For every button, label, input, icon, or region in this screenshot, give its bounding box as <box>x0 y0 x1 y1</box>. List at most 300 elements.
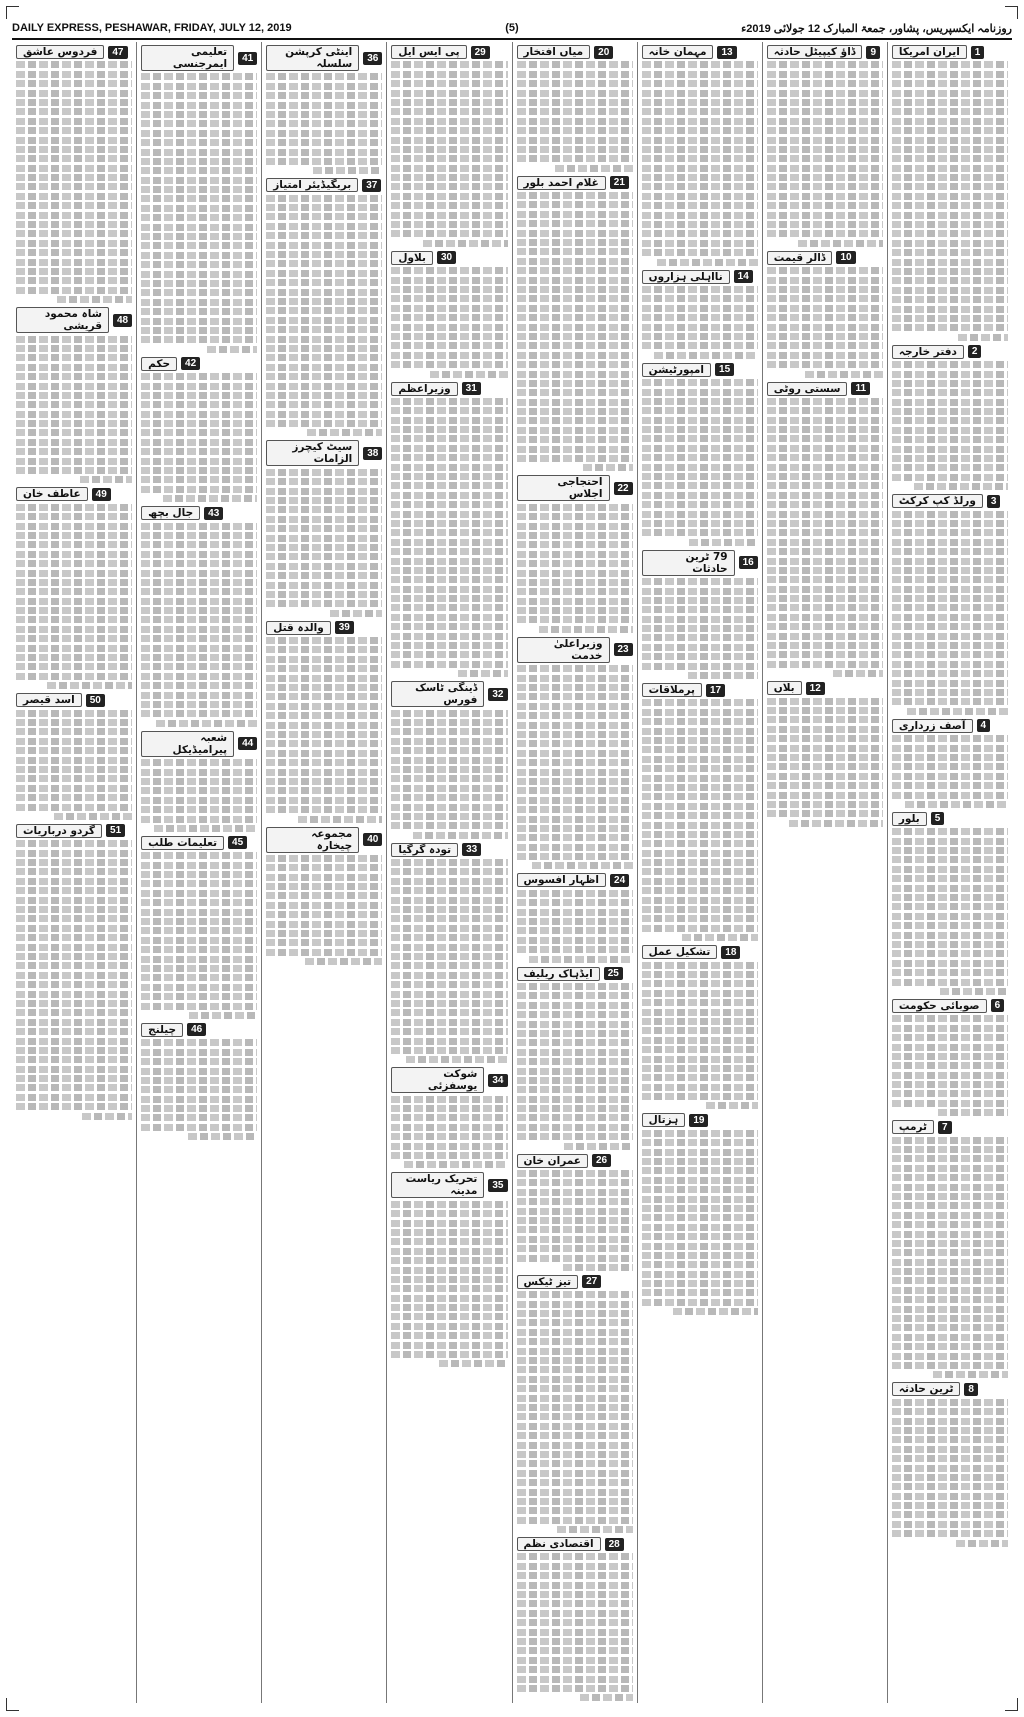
article <box>892 494 1008 715</box>
article <box>266 621 382 823</box>
article <box>266 440 382 616</box>
text-line <box>141 214 257 221</box>
text-line <box>266 722 382 729</box>
text-line <box>517 1572 633 1579</box>
text-line <box>642 454 758 461</box>
text-line <box>642 520 758 527</box>
text-line <box>767 529 883 536</box>
text-line <box>892 604 1008 611</box>
text-line <box>391 775 507 782</box>
article-number-badge: 24 <box>610 874 629 887</box>
text-line <box>141 523 257 530</box>
text-line <box>16 532 132 539</box>
text-line <box>141 1096 257 1103</box>
text-line <box>16 420 132 427</box>
text-line <box>391 1229 507 1236</box>
text-line <box>54 813 132 820</box>
text-line <box>642 990 758 997</box>
text-line <box>892 1530 1008 1537</box>
text-line <box>642 578 758 585</box>
article-body-text-block <box>16 504 132 689</box>
text-line <box>642 1093 758 1100</box>
text-line <box>266 279 382 286</box>
column-4 <box>512 42 637 1703</box>
text-line <box>767 782 883 789</box>
text-line <box>642 398 758 405</box>
article <box>141 357 257 502</box>
text-line <box>642 1177 758 1184</box>
text-line <box>892 1015 1008 1022</box>
text-line <box>141 787 257 794</box>
text-line <box>16 411 132 418</box>
article <box>391 843 507 1064</box>
text-line <box>141 383 257 390</box>
text-line <box>892 1427 1008 1434</box>
text-line <box>642 1243 758 1250</box>
text-line <box>767 614 883 621</box>
article-headline <box>141 836 257 850</box>
text-line <box>892 969 1008 976</box>
article-number-badge: 23 <box>614 643 633 656</box>
text-line <box>266 665 382 672</box>
text-line <box>141 769 257 776</box>
text-line <box>16 221 132 228</box>
article <box>141 45 257 353</box>
article-body-text-block <box>391 1096 507 1169</box>
article <box>517 475 633 632</box>
article-headline <box>141 45 257 71</box>
article-body-text-block <box>16 336 132 484</box>
text-line <box>642 737 758 744</box>
text-line <box>391 925 507 932</box>
text-line <box>892 539 1008 546</box>
text-line <box>141 186 257 193</box>
text-line <box>141 984 257 991</box>
text-line <box>16 429 132 436</box>
text-line <box>141 308 257 315</box>
text-line <box>517 295 633 302</box>
text-line <box>391 1105 507 1112</box>
text-line <box>141 778 257 785</box>
text-line <box>16 354 132 361</box>
text-line <box>266 130 382 137</box>
text-line <box>517 1600 633 1607</box>
text-line <box>517 1619 633 1626</box>
article-headline <box>16 307 132 333</box>
text-line <box>892 1155 1008 1162</box>
article-number-badge: 21 <box>610 176 629 189</box>
article-headline <box>517 176 633 190</box>
text-line <box>266 553 382 560</box>
article-title: فردوس عاشق <box>16 45 104 59</box>
text-line <box>391 766 507 773</box>
text-line <box>517 1039 633 1046</box>
text-line <box>892 763 1008 770</box>
text-line <box>266 102 382 109</box>
article-body-text-block <box>266 469 382 617</box>
article-number-badge: 50 <box>86 694 105 707</box>
article-title: ٹرین حادثہ <box>892 1382 961 1396</box>
text-line <box>517 816 633 823</box>
text-line <box>141 806 257 813</box>
text-line <box>642 625 758 632</box>
text-line <box>266 759 382 766</box>
text-line <box>188 1133 258 1140</box>
article-title: غلام احمد بلور <box>517 176 606 190</box>
text-line <box>16 1009 132 1016</box>
article-title: مہمان خانہ <box>642 45 714 59</box>
article-title: امپورٹیشن <box>642 363 711 377</box>
text-line <box>767 792 883 799</box>
text-line <box>517 1124 633 1131</box>
text-line <box>892 1277 1008 1284</box>
text-line <box>892 80 1008 87</box>
text-line <box>642 193 758 200</box>
text-line <box>141 1039 257 1046</box>
text-line <box>16 108 132 115</box>
text-line <box>391 445 507 452</box>
text-line <box>266 656 382 663</box>
article-body-text-block <box>141 523 257 727</box>
text-line <box>16 118 132 125</box>
text-line <box>141 102 257 109</box>
text-line <box>391 633 507 640</box>
text-line <box>892 1072 1008 1079</box>
text-line <box>892 558 1008 565</box>
text-line <box>141 1003 257 1010</box>
text-line <box>767 763 883 770</box>
text-line <box>266 73 382 80</box>
text-line <box>892 1287 1008 1294</box>
text-line <box>391 267 507 274</box>
text-line <box>517 778 633 785</box>
text-line <box>391 915 507 922</box>
text-line <box>642 1252 758 1259</box>
article-title: سیٹ کیچرز الزامات <box>266 440 359 466</box>
article <box>391 45 507 247</box>
text-line <box>141 598 257 605</box>
text-line <box>642 240 758 247</box>
text-line <box>892 866 1008 873</box>
text-line <box>266 260 382 267</box>
text-line <box>767 754 883 761</box>
column-8 <box>12 42 136 1703</box>
article-headline <box>141 357 257 371</box>
text-line <box>517 946 633 953</box>
text-line <box>391 991 507 998</box>
text-line <box>391 464 507 471</box>
article-title: تشکیل عمل <box>642 945 718 959</box>
text-line <box>517 1451 633 1458</box>
text-line <box>517 834 633 841</box>
text-line <box>642 80 758 87</box>
text-line <box>642 249 758 256</box>
text-line <box>266 797 382 804</box>
text-line <box>16 598 132 605</box>
text-line <box>517 324 633 331</box>
text-line <box>141 392 257 399</box>
text-line <box>141 880 257 887</box>
text-line <box>16 230 132 237</box>
text-line <box>892 586 1008 593</box>
text-line <box>391 1038 507 1045</box>
header-rule <box>12 38 1012 40</box>
text-line <box>141 588 257 595</box>
text-line <box>141 289 257 296</box>
text-line <box>767 698 883 705</box>
article <box>391 681 507 838</box>
article <box>892 345 1008 490</box>
article-headline <box>266 45 382 71</box>
article-body-text-block <box>517 1553 633 1701</box>
text-line <box>892 773 1008 780</box>
text-line <box>892 1165 1008 1172</box>
text-line <box>16 747 132 754</box>
article-number-badge: 45 <box>228 836 247 849</box>
text-line <box>767 267 883 274</box>
text-line <box>892 950 1008 957</box>
text-line <box>16 859 132 866</box>
text-line <box>141 626 257 633</box>
text-line <box>141 139 257 146</box>
article-title: تیز ٹیکس <box>517 1275 579 1289</box>
article-headline <box>266 440 382 466</box>
text-line <box>391 887 507 894</box>
article-title: شاہ محمود قریشی <box>16 307 109 333</box>
article-headline <box>16 45 132 59</box>
text-line <box>141 1114 257 1121</box>
article-body-text-block <box>892 511 1008 715</box>
text-line <box>391 511 507 518</box>
text-line <box>642 906 758 913</box>
article-number-badge: 31 <box>462 382 481 395</box>
article <box>642 945 758 1109</box>
article-title: بریگیڈیئر امتیاز <box>266 178 358 192</box>
text-line <box>938 1109 1008 1116</box>
text-line <box>266 535 382 542</box>
article-number-badge: 6 <box>991 999 1005 1012</box>
article-number-badge: 46 <box>187 1023 206 1036</box>
text-line <box>391 1201 507 1208</box>
article-body-text-block <box>266 637 382 822</box>
text-line <box>391 529 507 536</box>
text-line <box>517 389 633 396</box>
article-number-badge: 35 <box>488 1179 507 1192</box>
article-body-text-block <box>517 504 633 633</box>
text-line <box>517 61 633 68</box>
text-line <box>266 939 382 946</box>
text-line <box>141 965 257 972</box>
text-line <box>892 371 1008 378</box>
article-body-text-block <box>141 759 257 832</box>
text-line <box>642 1074 758 1081</box>
article <box>517 45 633 172</box>
text-line <box>642 1280 758 1287</box>
text-line <box>16 887 132 894</box>
text-line <box>892 1044 1008 1051</box>
article-number-badge: 38 <box>363 447 382 460</box>
text-line <box>391 1096 507 1103</box>
article-body-text-block <box>767 267 883 377</box>
text-line <box>517 1133 633 1140</box>
text-line <box>517 1610 633 1617</box>
text-line <box>767 352 883 359</box>
text-line <box>16 868 132 875</box>
text-line <box>266 478 382 485</box>
text-line <box>517 825 633 832</box>
text-line <box>391 295 507 302</box>
text-line <box>642 1224 758 1231</box>
text-line <box>266 740 382 747</box>
text-line <box>642 616 758 623</box>
text-line <box>767 398 883 405</box>
text-line <box>16 897 132 904</box>
text-line <box>892 221 1008 228</box>
text-line <box>517 1068 633 1075</box>
article-title: تعلیمی ایمرجنسی <box>141 45 234 71</box>
text-line <box>517 890 633 897</box>
text-line <box>16 240 132 247</box>
text-line <box>642 980 758 987</box>
text-line <box>517 1226 633 1233</box>
text-line <box>517 1179 633 1186</box>
page-header <box>12 22 1012 36</box>
article-number-badge: 14 <box>734 270 753 283</box>
text-line <box>767 604 883 611</box>
text-line <box>563 1264 633 1271</box>
text-line <box>642 850 758 857</box>
text-line <box>16 146 132 153</box>
text-line <box>266 401 382 408</box>
text-line <box>892 1455 1008 1462</box>
text-line <box>892 287 1008 294</box>
text-line <box>16 1094 132 1101</box>
text-line <box>892 146 1008 153</box>
text-line <box>767 435 883 442</box>
article-title: مجموعہ چیخارہ <box>266 827 359 853</box>
text-line <box>789 820 883 827</box>
article-headline <box>517 475 633 501</box>
text-line <box>892 127 1008 134</box>
article <box>892 812 1008 995</box>
text-line <box>517 551 633 558</box>
text-line <box>642 389 758 396</box>
article-title: 79 ٹرین حادثات <box>642 550 735 576</box>
text-line <box>413 832 507 839</box>
article <box>892 999 1008 1116</box>
article-number-badge: 33 <box>462 843 481 856</box>
text-line <box>767 407 883 414</box>
text-line <box>642 333 758 340</box>
text-line <box>517 579 633 586</box>
text-line <box>642 165 758 172</box>
text-line <box>642 597 758 604</box>
article-body-text-block <box>892 1399 1008 1547</box>
text-line <box>141 701 257 708</box>
text-line <box>266 139 382 146</box>
text-line <box>892 932 1008 939</box>
text-line <box>16 1019 132 1026</box>
article-body-text-block <box>892 361 1008 490</box>
text-line <box>391 174 507 181</box>
article-headline <box>391 1067 507 1093</box>
article-headline <box>517 1154 633 1168</box>
article-number-badge: 30 <box>437 251 456 264</box>
text-line <box>16 944 132 951</box>
text-line <box>642 831 758 838</box>
text-line <box>16 1075 132 1082</box>
text-line <box>642 426 758 433</box>
text-line <box>391 1133 507 1140</box>
text-line <box>892 1053 1008 1060</box>
text-line <box>892 754 1008 761</box>
text-line <box>892 548 1008 555</box>
article-headline <box>892 494 1008 508</box>
text-line <box>642 971 758 978</box>
text-line <box>517 1591 633 1598</box>
text-line <box>391 1028 507 1035</box>
text-line <box>517 71 633 78</box>
text-line <box>266 582 382 589</box>
text-line <box>141 167 257 174</box>
article <box>16 307 132 483</box>
text-line <box>642 634 758 641</box>
text-line <box>517 918 633 925</box>
text-line <box>767 576 883 583</box>
article-number-badge: 25 <box>604 967 623 980</box>
text-line <box>517 1096 633 1103</box>
text-line <box>16 1028 132 1035</box>
text-line <box>892 389 1008 396</box>
text-line <box>767 633 883 640</box>
text-line <box>767 108 883 115</box>
text-line <box>141 692 257 699</box>
text-line <box>141 1058 257 1065</box>
text-line <box>517 787 633 794</box>
text-line <box>16 99 132 106</box>
text-line <box>767 230 883 237</box>
article-title: اقتصادی نظم <box>517 1537 601 1551</box>
text-line <box>892 315 1008 322</box>
text-line <box>767 661 883 668</box>
text-line <box>892 61 1008 68</box>
text-line <box>305 958 383 965</box>
article-body-text-block <box>642 1130 758 1315</box>
text-line <box>892 529 1008 536</box>
text-line <box>266 420 382 427</box>
text-line <box>391 1276 507 1283</box>
article-title: احتجاجی اجلاس <box>517 475 610 501</box>
text-line <box>517 1395 633 1402</box>
text-line <box>391 1323 507 1330</box>
article-title: تعلیمات طلب <box>141 836 224 850</box>
text-line <box>892 1025 1008 1032</box>
article <box>16 487 132 689</box>
text-line <box>16 570 132 577</box>
article <box>16 824 132 1120</box>
crop-mark-top-right <box>1005 6 1018 19</box>
text-line <box>266 769 382 776</box>
text-line <box>266 646 382 653</box>
text-line <box>391 813 507 820</box>
text-line <box>767 61 883 68</box>
text-line <box>391 417 507 424</box>
text-line <box>517 693 633 700</box>
text-line <box>892 838 1008 845</box>
text-line <box>517 1647 633 1654</box>
text-line <box>517 1629 633 1636</box>
text-line <box>16 165 132 172</box>
